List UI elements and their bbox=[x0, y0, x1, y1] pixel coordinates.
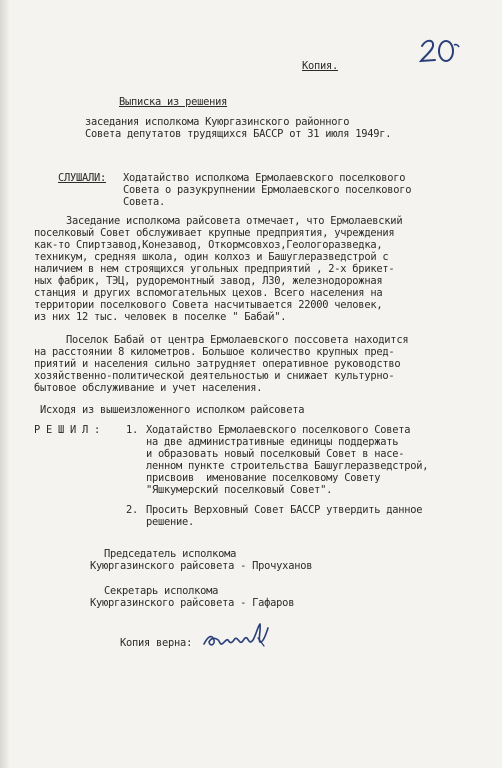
para3-line: Исходя из вышеизложенного исполком райсовета bbox=[40, 404, 305, 416]
title-line-1: заседания исполкома Куюргазинского районного bbox=[85, 116, 350, 128]
decision-item-2-line: решение. bbox=[146, 516, 195, 528]
heard-line-2: Совета о разукрупнении Ермолаевского поселкового bbox=[123, 184, 412, 196]
copy-label: Копия. bbox=[302, 60, 339, 72]
decision-item-1-line: на две административные единицы поддержать bbox=[146, 436, 399, 448]
para1-line: наличием в нем строящихся угольных предприятий , 2-х брикет- bbox=[34, 263, 395, 275]
decision-item-1-line: присвоив именование поселковому Совету bbox=[146, 472, 381, 484]
decision-label: Р Е Ш И Л : bbox=[34, 424, 101, 436]
decision-item-1-line: и образовать новый поселковый Совет в насе- bbox=[146, 448, 405, 460]
para1-line: Заседание исполкома райсовета отмечает, что Ермолаевский bbox=[66, 215, 403, 227]
para1-line: станция и других вспомогательных цехов. Всего населения на bbox=[34, 287, 383, 299]
heard-line-3: Совета. bbox=[123, 196, 166, 208]
para1-line: как-то Спиртзавод,Конезавод, Откормсовхоз,Геологоразведка, bbox=[34, 239, 383, 251]
para2-line: приятий и населения сильно затрудняет оперативное руководство bbox=[34, 358, 401, 370]
handwritten-signature bbox=[200, 616, 280, 656]
certification-label: Копия верна: bbox=[120, 637, 193, 649]
para2-line: бытовое обслуживание и учет населения. bbox=[34, 382, 263, 394]
extract-heading: Выписка из решения bbox=[119, 96, 228, 108]
para1-line: поселковый Совет обслуживает крупные предприятия, учреждения bbox=[34, 227, 395, 239]
page-edge-shadow bbox=[0, 0, 10, 768]
heard-label: СЛУШАЛИ: bbox=[58, 172, 107, 184]
decision-item-1-line: Ходатайство Ермолаевского поселкового Совета bbox=[146, 424, 411, 436]
secretary-title: Секретарь исполкома bbox=[104, 585, 219, 597]
chair-title: Председатель исполкома bbox=[104, 548, 237, 560]
para1-line: техникум, средняя школа, один колхоз и Башуглеразведстрой с bbox=[34, 251, 389, 263]
para2-line: на расстоянии 8 километров. Большое количество крупных пред- bbox=[34, 346, 395, 358]
secretary-signature-line: Куюргазинского райсовета - Гафаров bbox=[90, 597, 295, 609]
decision-item-1-line: ленном пункте строительства Башуглеразведстрой, bbox=[146, 460, 429, 472]
para1-line: ных фабрик, ТЭЦ, рудоремонтный завод, Л30, железнодорожная bbox=[34, 275, 383, 287]
title-line-2: Совета депутатов трудящихся БАССР от 31 июля 1949г. bbox=[85, 128, 392, 140]
decision-item-1-number: 1. bbox=[126, 424, 139, 436]
chair-signature-line: Куюргазинского райсовета - Прочуханов bbox=[90, 560, 313, 572]
para2-line: хозяйственно-политической деятельностью и снижает культурно- bbox=[34, 370, 395, 382]
decision-item-2-line: Просить Верховный Совет БАССР утвердить данное bbox=[146, 504, 423, 516]
para1-line: из них 12 тыс. человек в поселке " Бабай". bbox=[34, 311, 287, 323]
heard-line-1: Ходатайство исполкома Ермолаевского поселкового bbox=[123, 172, 406, 184]
para1-line: территории поселкового Совета насчитывается 22000 человек, bbox=[34, 299, 383, 311]
para2-line: Поселок Бабай от центра Ермолаевского поссовета находится bbox=[66, 334, 409, 346]
handwritten-page-number bbox=[418, 36, 462, 66]
decision-item-2-number: 2. bbox=[126, 504, 139, 516]
decision-item-1-line: "Яшкумерский поселковый Совет". bbox=[146, 484, 333, 496]
